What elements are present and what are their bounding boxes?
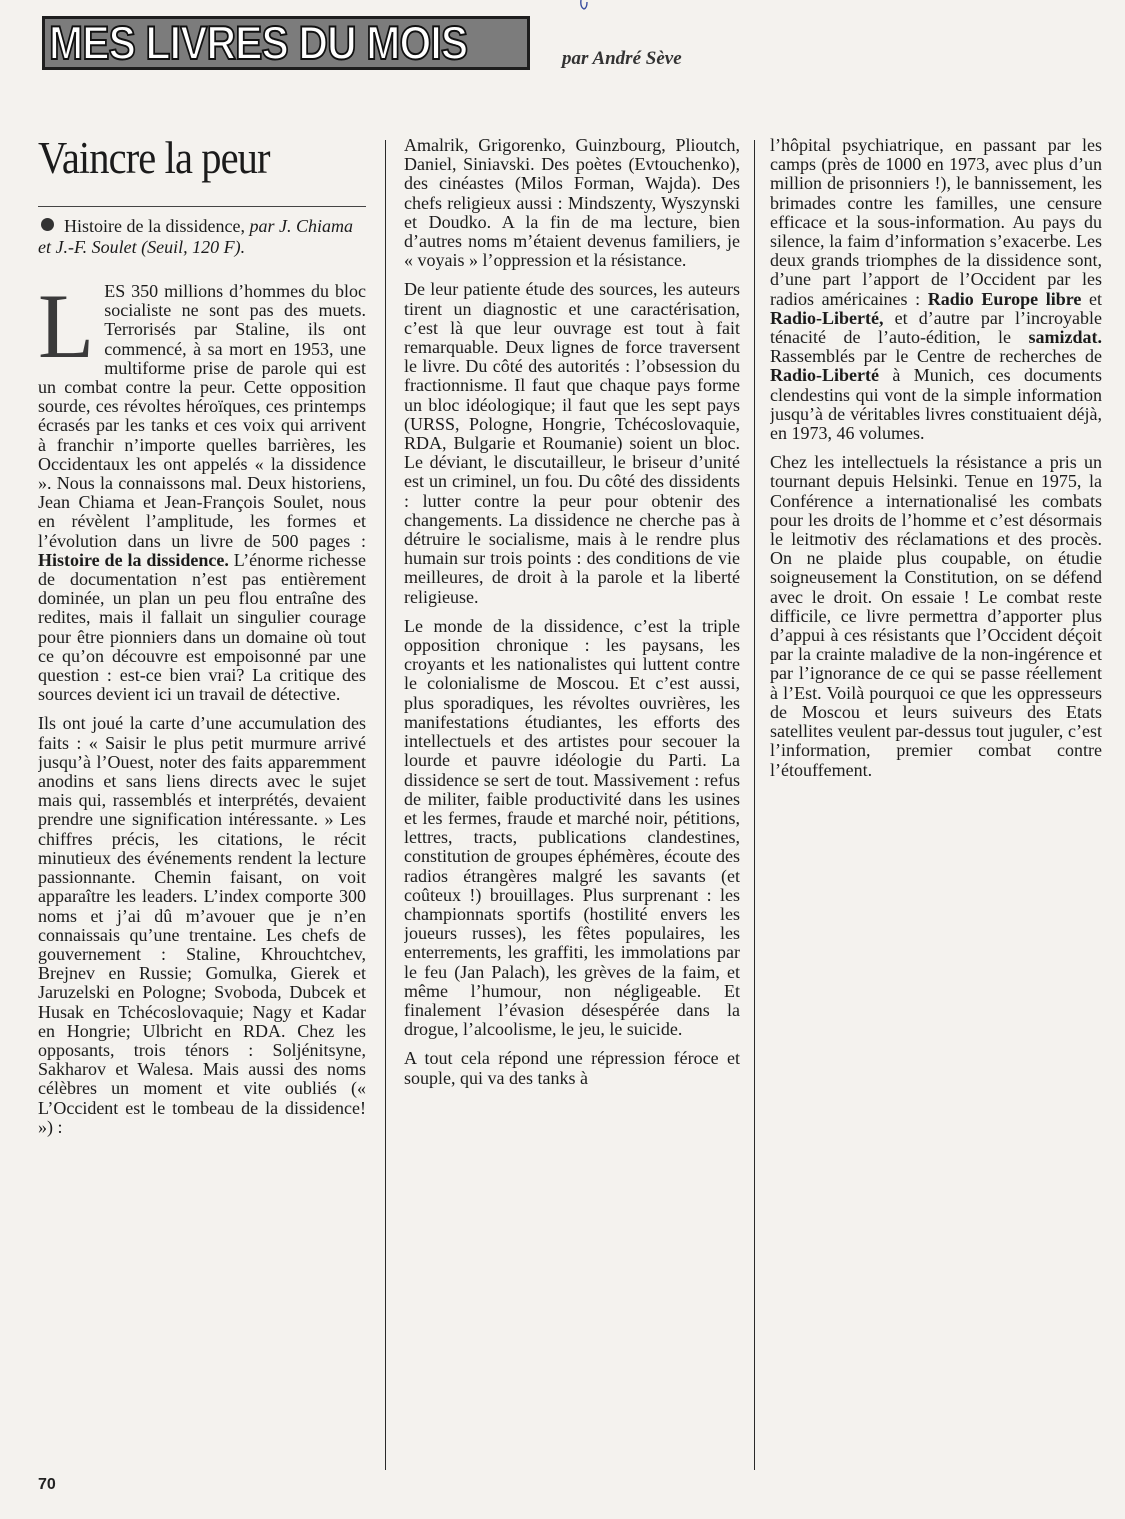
column-rule [754, 140, 755, 1470]
book-title-inline: Histoire de la dissidence. [38, 549, 229, 570]
paragraph: De leur patiente étude des sources, les auteurs tirent un diagnostic et une caractérisation, c’est là que leur ouvrage est tout à fait remarquable. Deux lignes de force traversent le livre. Du côté des autorités : l’obsession du fractionnisme. Il faut que chaque pays forme un bloc idéologique; il faut que les sept pays (URSS, Pologne, Hongrie, Tchécoslovaquie, RDA, Bulgarie et Roumanie) soient un bloc. Le déviant, le discutailleur, le briseur d’unité est un criminel, un fou. Du côté des dissidents : lutter contre la peur pour obtenir des changements. La dissidence ne cherche pas à détruire le socialisme, mais à le rendre plus humain sur trois points : des conditions de vie meilleures, de droit à la parole et la liberté religieuse. [404, 279, 740, 607]
rubric-title: MES LIVRES DU MOIS [49, 16, 468, 69]
bullet-icon [41, 218, 54, 231]
radio-name: Radio-Liberté, [770, 307, 884, 328]
radio-name: Radio Europe libre [927, 288, 1082, 309]
book-title: Histoire de la dissidence, [64, 216, 245, 236]
paragraph: Chez les intellectuels la résistance a pris un tournant depuis Helsinki. Tenue en 1975, la Conférence a internationalisé les combats pour les droits de l’homme et c’est désormais le leitmotiv des réclamations et des procès. On ne plaide plus coupable, on étudie soigneusement la Constitution, on se défend avec le droit. On essaie ! Le combat reste difficile, ce livre permettra d’apporter plus d’appui à ces résistants que l’Occident déçoit par la crainte maladive de la non-ingérence et par l’ignorance de ce qui se passe réellement à l’Est. Voilà pourquoi ce que les oppresseurs de Moscou et leurs suiveurs des Etats satellites veulent par-dessus tout juguler, c’est l’information, premier combat contre l’étouffement. [770, 452, 1102, 780]
paragraph: Amalrik, Grigorenko, Guinzbourg, Plioutch, Daniel, Siniavski. Des poètes (Evtouchenko), des cinéastes (Milos Forman, Wajda). Des chefs religieux aussi : Mindszenty, Wyszynski et Doudko. A la fin de ma lecture, bien d’autres noms m’étaient devenus familiers, je « voyais » l’oppression et la résistance. [404, 136, 740, 271]
paragraph [38, 275, 366, 705]
byline: par André Sève [562, 48, 682, 69]
ink-mark [578, 0, 590, 12]
paragraph-text: et d’autre par l’incroyable ténacité de l’auto-édition, le [770, 307, 1102, 348]
column-2 [404, 136, 740, 1501]
page-number: 70 [38, 1476, 56, 1493]
book-reference [38, 206, 366, 272]
drop-cap: L [38, 275, 95, 377]
column-rule [385, 140, 386, 1470]
article-headline: Vaincre la peur [38, 133, 270, 183]
book-detail: par J. Chiama et J.-F. Soulet (Seuil, 120 F). [38, 216, 353, 257]
samizdat-term: samizdat. [1028, 327, 1102, 348]
column-3 [770, 136, 1102, 1501]
paragraph-text: L’énorme richesse de documentation n’est pas entièrement dominée, un plan un peu flou entraîne des redites, mais il fallait un singulier courage pour être pionniers dans un domaine où tout ce qu’on découvre est empoisonné par une question : est-ce bien vrai? La critique des sources devient ici un travail de détective. [38, 549, 366, 705]
paragraph: Le monde de la dissidence, c’est la triple opposition chronique : les paysans, les croyants et les nationalistes qui luttent contre le colonialisme de Moscou. Et c’est aussi, plus sporadiques, les révoltes ouvrières, les manifestations étudiantes, les efforts des intellectuels et des artistes pour secouer la lourde et pauvre idéologie du Parti. La dissidence se sert de tout. Massivement : refus de militer, faible productivité dans les usines et les fermes, fraude et marché noir, pétitions, lettres, tracts, publications clandestines, constitution de groupes éphémères, écoute des radios étrangères malgré les savants (et coûteux !) brouillages. Plus surprenant : les championnats sportifs (hostilité envers les joueurs russes), les fêtes populaires, les enterrements, les graffiti, les immolations par le feu (Jan Palach), les grèves de la faim, et même l’humour, non négligeable. Et finalement l’évasion désespérée dans la drogue, l’alcoolisme, le jeu, le suicide. [404, 615, 740, 1040]
paragraph-text: et [1089, 288, 1102, 309]
paragraph [770, 136, 1102, 443]
paragraph-text: à Munich, ces documents clendestins qui vont de la simple information jusqu’à de véritables livres constituaient déjà, en 1973, 46 volumes. [770, 365, 1102, 444]
paragraph: A tout cela répond une répression féroce et souple, qui va des tanks à [404, 1048, 740, 1088]
paragraph: Ils ont joué la carte d’une accumulation des faits : « Saisir le plus petit murmure arrivé jusqu’à l’Ouest, noter des faits apparemment anodins et sans liens directs avec le sujet mais qui, rassemblés et interprétés, devaient prendre une signification intéressante. » Les chiffres précis, les citations, le récit minutieux des événements rendent la lecture passionnante. Chemin faisant, on voit apparaître les leaders. L’index comporte 300 noms et j’ai dû m’avouer que je n’en connaissais qu’une trentaine. Les chefs de gouvernement : Staline, Khrouchtchev, Brejnev en Russie; Gomulka, Gierek et Jaruzelski en Pologne; Svoboda, Dubcek et Husak en Tchécoslovaquie; Nagy et Kadar en Hongrie; Ulbricht en RDA. Chez les opposants, trois ténors : Soljénitsyne, Sakharov et Walesa. Mais aussi des noms célèbres un moment et vite oubliés (« L’Occident est le tombeau de la dissidence! ») : [38, 713, 366, 1137]
column-1 [38, 128, 366, 1493]
radio-name: Radio-Liberté [770, 365, 879, 386]
paragraph-text: l’hôpital psychiatrique, en passant par les camps (près de 1000 en 1973, avec plus d’un million de prisonniers !), le bannissement, les brimades contre les familles, une censure efficace et la sous-information. Au pays du silence, la faim d’information s’exacerbe. Les deux grands triomphes de la dissidence sont, d’une part l’apport de l’Occident par les radios américaines : [770, 136, 1102, 309]
paragraph-text: Rassemblés par le Centre de recherches de [770, 346, 1102, 367]
paragraph-text: ES 350 millions d’hommes du bloc socialiste ne sont pas des muets. Terrorisés par Staline, ils ont commencé, à sa mort en 1953, une multiforme prise de parole qui est un combat contre la peur. Cette opposition sourde, ces révoltes héroïques, ces printemps écrasés par les tanks et ces voix qui arrivent à franchir n’importe quelles barrières, les Occidentaux les ont appelés « la dissidence ». Nous la connaissons mal. Deux historiens, Jean Chiama et Jean-François Soulet, nous en révèlent l’amplitude, les formes et l’évolution dans un livre de 500 pages : [38, 281, 366, 551]
